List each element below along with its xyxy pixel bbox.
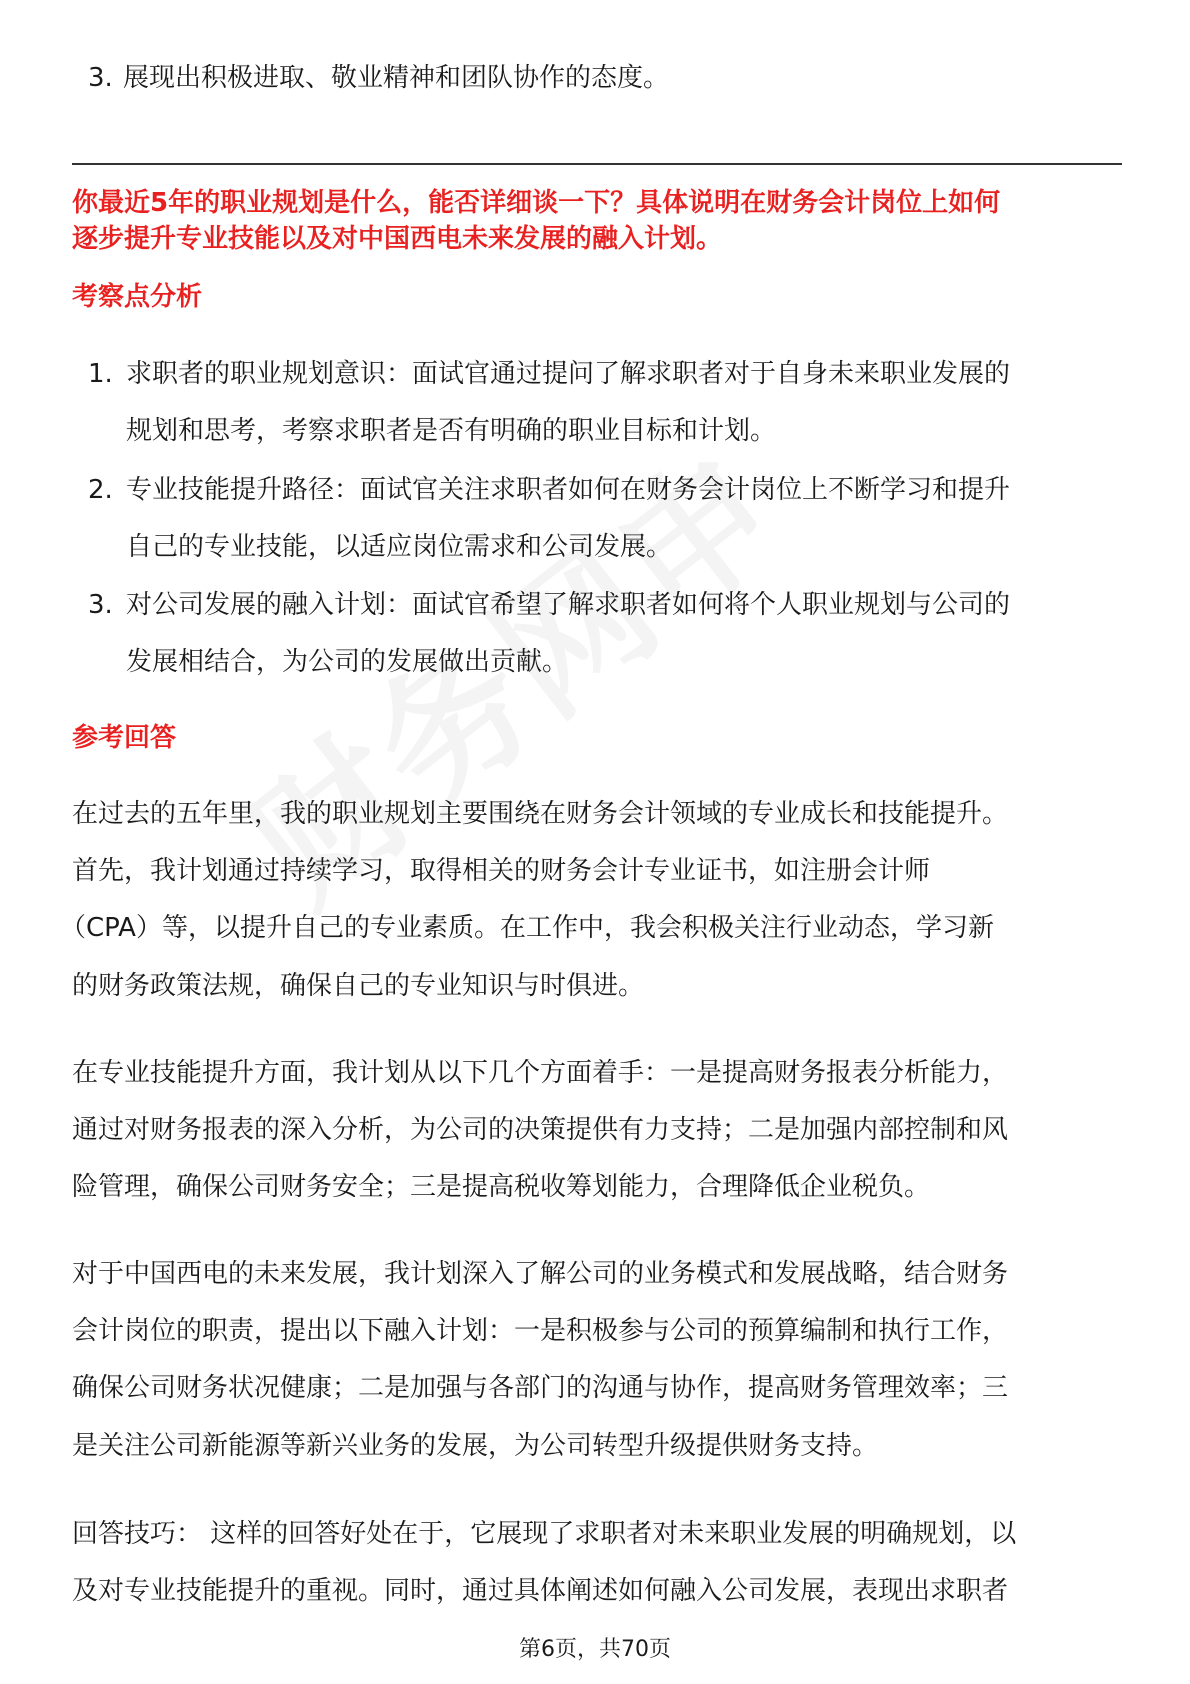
question-line: 你最近5年的职业规划是什么，能否详细谈一下？具体说明在财务会计岗位上如何: [72, 188, 1001, 218]
section-divider: [72, 163, 1122, 165]
answer-paragraph-line: 通过对财务报表的深入分析，为公司的决策提供有力支持；二是加强内部控制和风: [72, 1115, 1009, 1145]
question-line: 逐步提升专业技能以及对中国西电未来发展的融入计划。: [72, 224, 723, 254]
analysis-item-line: 对公司发展的融入计划：面试官希望了解求职者如何将个人职业规划与公司的: [126, 590, 1011, 620]
analysis-heading: 考察点分析: [72, 282, 203, 312]
analysis-item-line: 规划和思考，考察求职者是否有明确的职业目标和计划。: [126, 416, 777, 446]
analysis-item-line: 自己的专业技能，以适应岗位需求和公司发展。: [126, 532, 673, 562]
page-number: 第6页，共70页: [519, 1637, 671, 1662]
answer-paragraph-line: 险管理，确保公司财务安全；三是提高税收筹划能力，合理降低企业税负。: [72, 1172, 931, 1202]
answer-heading: 参考回答: [72, 723, 177, 753]
answer-paragraph-line: 对于中国西电的未来发展，我计划深入了解公司的业务模式和发展战略，结合财务: [72, 1259, 1009, 1289]
answer-paragraph-line: 会计岗位的职责，提出以下融入计划：一是积极参与公司的预算编制和执行工作，: [72, 1316, 1009, 1346]
analysis-item-line: 专业技能提升路径：面试官关注求职者如何在财务会计岗位上不断学习和提升: [126, 475, 1011, 505]
prev-item-text: 展现出积极进取、敬业精神和团队协作的态度。: [123, 63, 670, 93]
answer-paragraph-line: 的财务政策法规，确保自己的专业知识与时俱进。: [72, 971, 645, 1001]
answer-paragraph-line: 在专业技能提升方面，我计划从以下几个方面着手：一是提高财务报表分析能力，: [72, 1058, 1009, 1088]
answer-paragraph-line: 确保公司财务状况健康；二是加强与各部门的沟通与协作，提高财务管理效率；三: [72, 1373, 1009, 1403]
analysis-item-number: 2.: [88, 475, 113, 505]
answer-tips-line: 回答技巧： 这样的回答好处在于，它展现了求职者对未来职业发展的明确规划，以: [72, 1519, 1017, 1549]
analysis-item-number: 3.: [88, 590, 113, 620]
answer-paragraph-line: （CPA）等，以提升自己的专业素质。在工作中，我会积极关注行业动态，学习新: [60, 913, 994, 943]
answer-paragraph-line: 首先，我计划通过持续学习，取得相关的财务会计专业证书，如注册会计师: [72, 856, 931, 886]
answer-paragraph-line: 是关注公司新能源等新兴业务的发展，为公司转型升级提供财务支持。: [72, 1431, 879, 1461]
analysis-item-number: 1.: [88, 359, 113, 389]
answer-paragraph-line: 在过去的五年里，我的职业规划主要围绕在财务会计领域的专业成长和技能提升。: [72, 799, 1009, 829]
answer-tips-line: 及对专业技能提升的重视。同时，通过具体阐述如何融入公司发展，表现出求职者: [72, 1576, 1009, 1606]
analysis-item-line: 求职者的职业规划意识：面试官通过提问了解求职者对于自身未来职业发展的: [126, 359, 1011, 389]
prev-item-number: 3.: [88, 63, 113, 93]
analysis-item-line: 发展相结合，为公司的发展做出贡献。: [126, 647, 569, 677]
